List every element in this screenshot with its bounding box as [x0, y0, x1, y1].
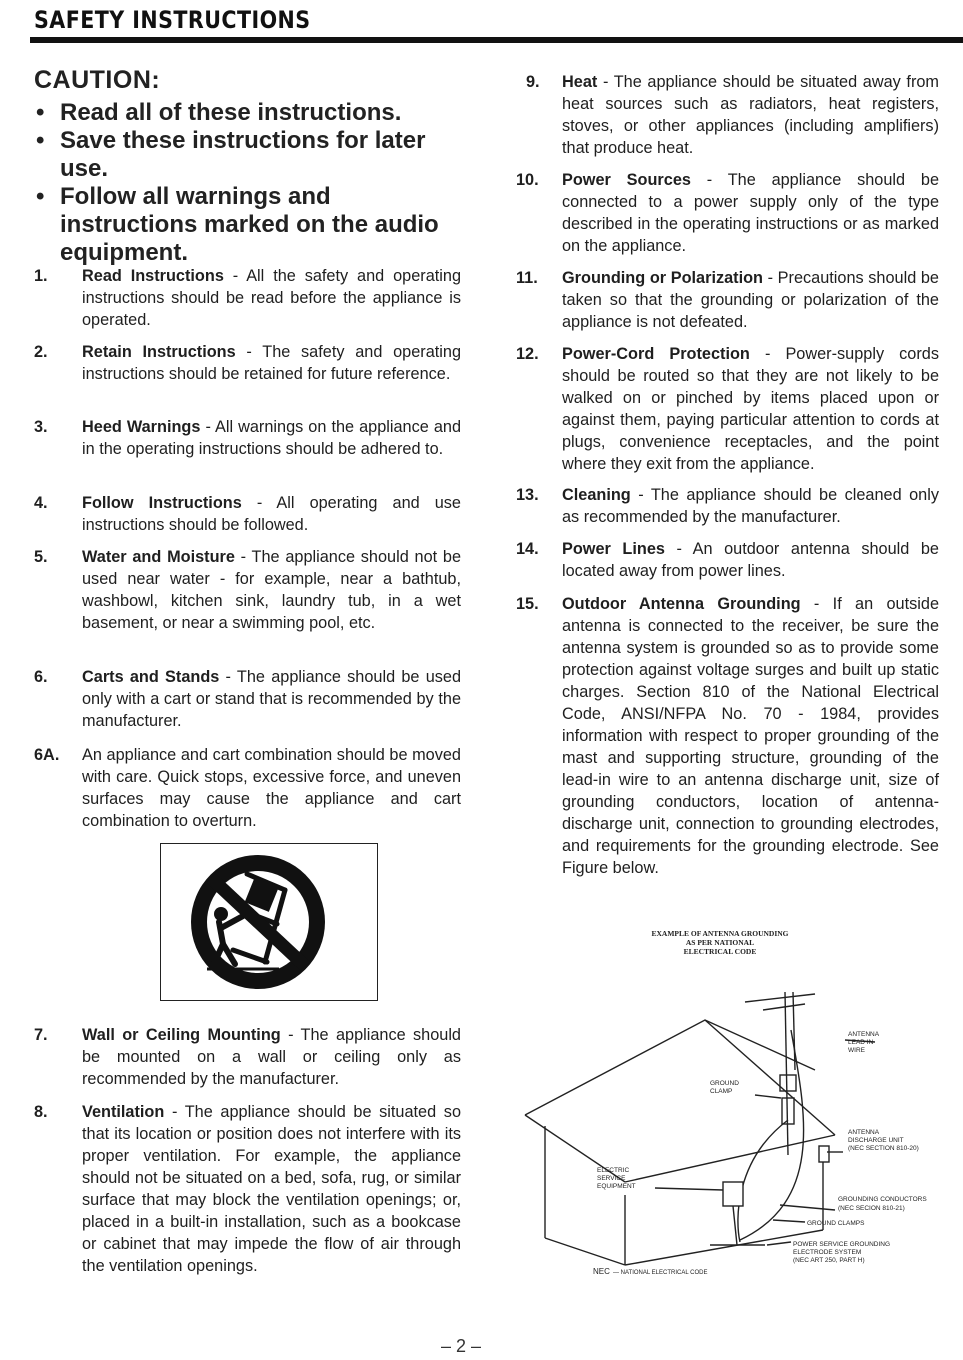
item-name: Power Lines [562, 540, 665, 558]
antenna-grounding-diagram [505, 920, 955, 1280]
item-name: Outdoor Antenna Grounding [562, 595, 801, 613]
caution-block [34, 66, 474, 267]
diagram-label: NEC [593, 1267, 610, 1276]
diagram-label: SERVICE [597, 1175, 626, 1182]
diagram-label: ANTENNA [848, 1031, 880, 1038]
item-name: Power Sources [562, 171, 691, 189]
item-text: - Precautions should be taken so that the grounding or polarization of the appliance is not defeated. [562, 269, 939, 331]
diagram-title-line: ELECTRICAL CODE [683, 947, 757, 956]
diagram-label: ELECTRIC [597, 1167, 630, 1174]
item-number: 5. [34, 548, 48, 566]
diagram-label: LEAD IN [848, 1039, 874, 1046]
diagram-label: CLAMP [710, 1088, 733, 1095]
item-name: Follow Instructions [82, 494, 242, 512]
item-name: Grounding or Polarization [562, 269, 763, 287]
item-number: 7. [34, 1026, 48, 1044]
cart-warning-figure [160, 843, 378, 1001]
item-number: 2. [34, 343, 48, 361]
page-title: SAFETY INSTRUCTIONS [34, 6, 311, 34]
page-number: – 2 – [441, 1336, 482, 1356]
diagram-label: GROUND [710, 1080, 739, 1087]
item-number: 8. [34, 1103, 48, 1121]
diagram-label: EQUIPMENT [597, 1183, 636, 1190]
item-text: - The appliance should be situated away from heat sources such as radiators, heat registers, stoves, or other appliances (including amplifiers) that produce heat. [562, 73, 939, 157]
item-text: - An outdoor antenna should be located away from power lines. [562, 540, 939, 580]
item-text: - All the safety and operating instructions should be read before the appliance is operated. [82, 267, 461, 329]
item-number: 10. [516, 171, 539, 189]
item-name: Water and Moisture [82, 548, 235, 566]
item-text: - The appliance should be situated so that its location or position does not interfere with its proper ventilation. For example, the appliance should not be situated on a bed, sofa, rug, or similar surface that may block the ventilation openings; or, placed in a built-in installation, such as a bookcase or cabinet that may impede the flow of air through the ventilation openings. [82, 1103, 461, 1275]
item-text: - The appliance should be used only with a cart or stand that is recommended by the manufacturer. [82, 668, 462, 730]
item-number: 9. [526, 73, 540, 91]
cart-tip-over-icon [161, 844, 377, 1000]
diagram-label: (NEC ART 250, PART H) [793, 1257, 865, 1264]
item-name: Cleaning [562, 486, 631, 504]
item-name: Retain Instructions [82, 343, 236, 361]
diagram-title-line: AS PER NATIONAL [685, 938, 755, 947]
item-text: - The appliance should not be used near water - for example, near a bathtub, washbowl, kitchen sink, laundry tub, in a wet basement, or near a swimming pool, etc. [82, 548, 462, 632]
item-name: Heed Warnings [82, 418, 201, 436]
item-text: - All operating and use instructions should be followed. [82, 494, 461, 534]
bullet-icon: • [36, 127, 45, 154]
item-name: Wall or Ceiling Mounting [82, 1026, 281, 1044]
item-number: 13. [516, 486, 539, 504]
item-text: - Power-supply cords should be routed so that they are not likely to be walked on or pinched by items placed upon or against them, paying particular attention to cords at plugs, convenience receptacles, and the point where they exit from the appliance. [562, 345, 939, 473]
bullet-icon: • [36, 99, 45, 126]
diagram-title-line: EXAMPLE OF ANTENNA GROUNDING [651, 929, 789, 938]
item-number: 11. [516, 269, 538, 287]
diagram-label: (NEC SECION 810-21) [838, 1205, 905, 1212]
item-text: - All warnings on the appliance and in the operating instructions should be adhered to. [82, 418, 461, 458]
diagram-label: DISCHARGE UNIT [848, 1137, 904, 1144]
diagram-label: (NEC SECTION 810-20) [848, 1145, 919, 1152]
item-number: 15. [516, 595, 539, 613]
item-number: 3. [34, 418, 48, 436]
item-name: Carts and Stands [82, 668, 220, 686]
bullet-icon: • [36, 183, 45, 210]
item-number: 1. [34, 267, 48, 285]
title-rule [30, 37, 963, 43]
item-text: - The appliance should be connected to a power supply only of the type described in the operating instructions or as marked on the appliance. [562, 171, 939, 255]
diagram-label: POWER SERVICE GROUNDING [793, 1241, 891, 1248]
item-number: 4. [34, 494, 48, 512]
item-text: - The appliance should be mounted on a wall or ceiling only as recommended by the manufacturer. [82, 1026, 461, 1088]
item-name: Read Instructions [82, 267, 224, 285]
caution-points [34, 99, 474, 267]
item-name: Ventilation [82, 1103, 165, 1121]
diagram-label: GROUND CLAMPS [807, 1220, 865, 1227]
diagram-label: ANTENNA [848, 1129, 880, 1136]
caution-point: • Read all of these instructions. [36, 99, 402, 126]
item-name: Power-Cord Protection [562, 345, 750, 363]
item-number: 6. [34, 668, 48, 686]
item-number: 12. [516, 345, 539, 363]
item-text: An appliance and cart combination should be moved with care. Quick stops, excessive force, and uneven surfaces may cause the appliance and cart combination to overturn. [82, 746, 461, 830]
diagram-label: ELECTRODE SYSTEM [793, 1249, 862, 1256]
caution-point: • Save these instructions for later use. [36, 127, 426, 182]
item-text: - The safety and operating instructions should be retained for future reference. [82, 343, 461, 383]
item-number: 14. [516, 540, 539, 558]
item-number: 6A. [34, 746, 60, 764]
caution-point: • Follow all warnings and instructions marked on the audio equipment. [36, 183, 439, 266]
diagram-label: WIRE [848, 1047, 865, 1054]
item-name: Heat [562, 73, 598, 91]
item-text: - If an outside antenna is connected to the receiver, be sure the antenna system is grounded so as to provide some protection against voltage surges and built up static charges. Section 810 of the National Electrical Code, ANSI/NFPA No. 70 - 1984, provides information with respect to proper grounding of the mast and supporting structure, grounding of the lead-in wire to an antenna discharge unit, size of grounding conductors, location of antenna-discharge unit, connection to grounding electrodes, and requirements for the grounding electrode. See Figure below. [562, 595, 939, 877]
diagram-label: — NATIONAL ELECTRICAL CODE [613, 1270, 708, 1276]
item-text: - The appliance should be cleaned only as recommended by the manufacturer. [562, 486, 939, 526]
diagram-label: GROUNDING CONDUCTORS [838, 1196, 927, 1203]
caution-heading: CAUTION: [34, 66, 161, 94]
